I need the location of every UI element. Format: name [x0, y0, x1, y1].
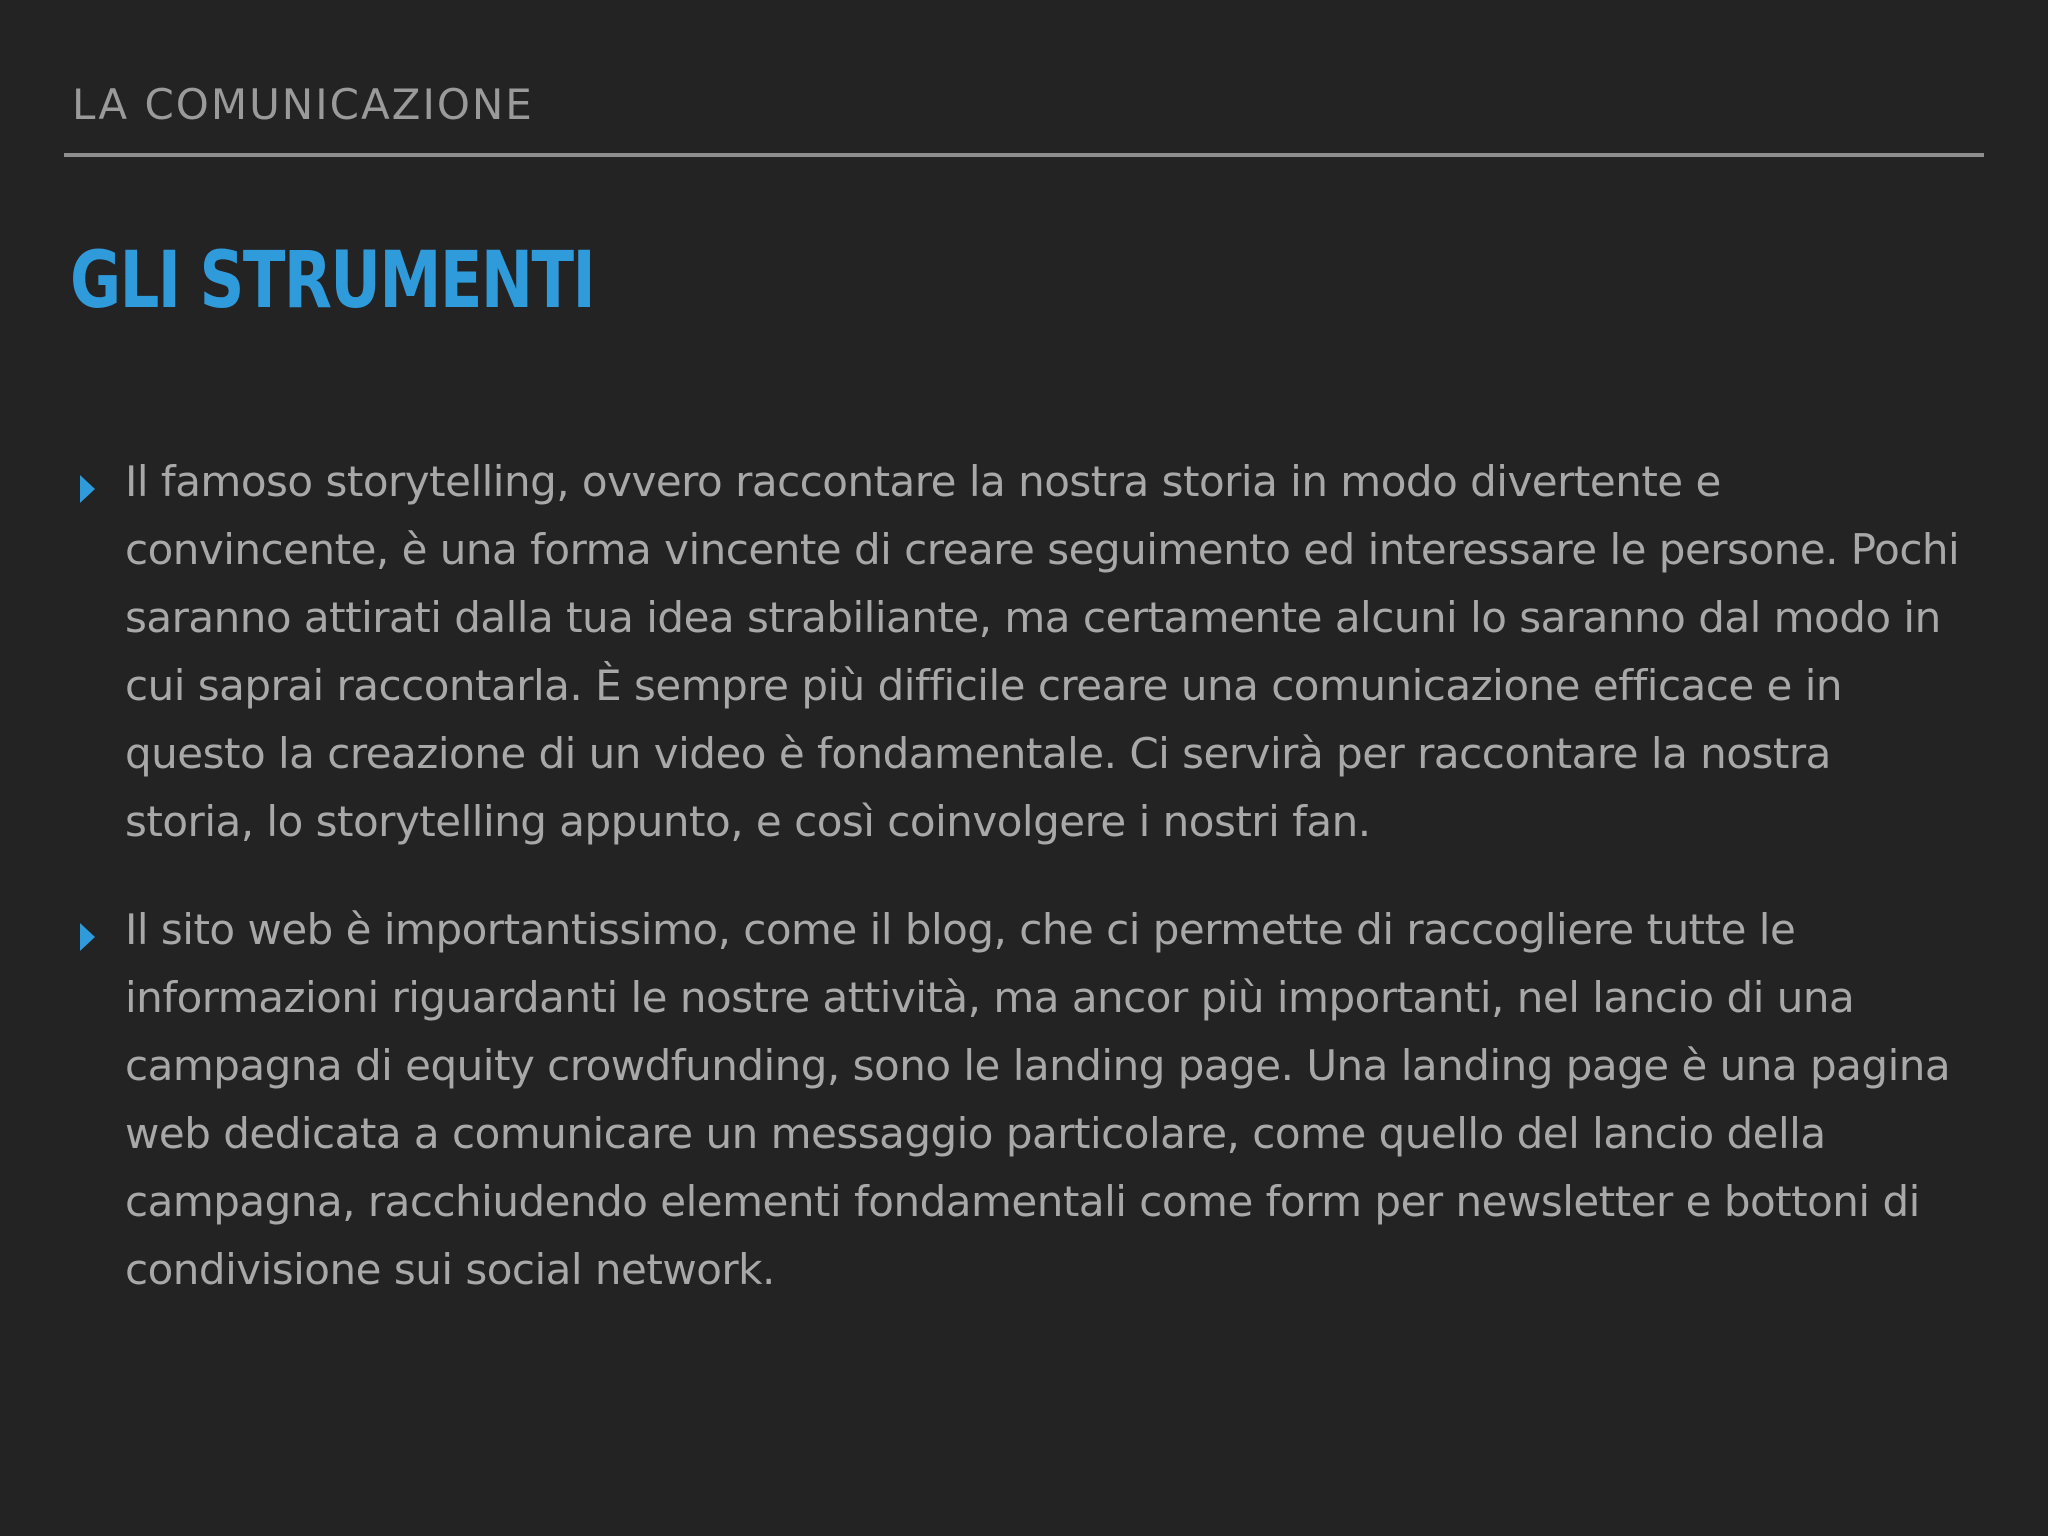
section-header: LA COMUNICAZIONE [72, 80, 534, 129]
slide-title: GLI STRUMENTI [70, 236, 595, 326]
triangle-right-icon [80, 475, 95, 503]
header-divider [64, 153, 1984, 157]
bullet-text: Il sito web è importantissimo, come il blog, che ci permette di raccogliere tutte le informazioni riguardanti le nostre attività, ma ancor più importanti, nel lancio di una campagna di equity crowdfunding, sono le landing page. Una landing page è una pagina web dedicata a comunicare un messaggio particolare, come quello del lancio della campagna, racchiudendo elementi fondamentali come form per newsletter e bottoni di condivisione sui social network. [125, 905, 1951, 1294]
bullet-item [72, 448, 1972, 856]
bullet-item [72, 896, 1972, 1304]
bullet-list [72, 448, 1972, 1344]
bullet-text: Il famoso storytelling, ovvero raccontare la nostra storia in modo divertente e convincente, è una forma vincente di creare seguimento ed interessare le persone. Pochi saranno attirati dalla tua idea strabiliante, ma certamente alcuni lo saranno dal modo in cui saprai raccontarla. È sempre più difficile creare una comunicazione efficace e in questo la creazione di un video è fondamentale. Ci servirà per raccontare la nostra storia, lo storytelling appunto, e così coinvolgere i nostri fan. [125, 457, 1960, 846]
triangle-right-icon [80, 923, 95, 951]
